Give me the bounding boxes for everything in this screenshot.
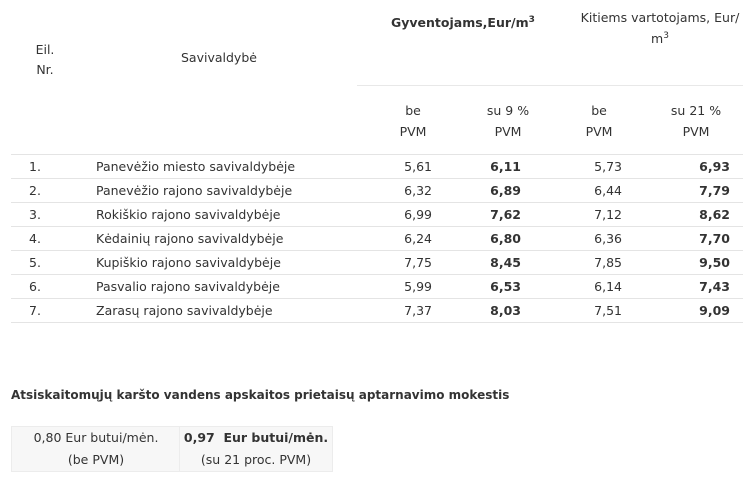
row-others-no-vat: 6,44: [594, 183, 622, 198]
row-others-vat: 7,79: [699, 183, 730, 198]
row-nr: 5.: [29, 255, 41, 270]
fee-no-vat-label: (be PVM): [67, 452, 125, 467]
header-residents: [391, 15, 535, 30]
fee-vat-value: 0,97: [183, 430, 215, 445]
sub-header-4-line1: su 21 %: [670, 103, 722, 118]
row-residents-no-vat: 6,32: [404, 183, 432, 198]
row-municipality: Zarasų rajono savivaldybėje: [96, 303, 273, 318]
row-residents-no-vat: 5,61: [404, 159, 432, 174]
row-others-no-vat: 7,12: [594, 207, 622, 222]
row-municipality: Panevėžio miesto savivaldybėje: [96, 159, 296, 174]
header-nr: [34, 40, 56, 80]
table-row: [11, 274, 743, 298]
row-others-no-vat: 5,73: [594, 159, 622, 174]
header-others-sup: 3: [663, 31, 669, 41]
sub-header-2: [478, 100, 538, 142]
table-row: [11, 154, 743, 178]
row-residents-vat: 8,45: [490, 255, 521, 270]
row-residents-no-vat: 7,37: [404, 303, 432, 318]
row-residents-vat: 6,89: [490, 183, 521, 198]
header-residents-text: Gyventojams,Eur/m: [391, 15, 529, 31]
row-others-vat: 9,50: [699, 255, 730, 270]
fee-no-vat-value: 0,80 Eur butui/mėn.: [33, 430, 159, 445]
sub-header-3-line1: be: [591, 103, 607, 118]
header-nr-line1: Eil.: [35, 42, 55, 57]
row-residents-vat: 6,80: [490, 231, 521, 246]
sub-header-1: [395, 100, 431, 142]
row-others-no-vat: 7,51: [594, 303, 622, 318]
table-row: [11, 298, 743, 323]
row-nr: 3.: [29, 207, 41, 222]
sub-header-3: [581, 100, 617, 142]
row-municipality: Pasvalio rajono savivaldybėje: [96, 279, 280, 294]
row-nr: 6.: [29, 279, 41, 294]
fee-vat-value-line: [180, 427, 332, 449]
row-municipality: Kėdainių rajono savivaldybėje: [96, 231, 284, 246]
table-body: [11, 154, 743, 323]
header-nr-line2: Nr.: [36, 62, 54, 77]
sub-header-2-line1: su 9 %: [486, 103, 530, 118]
fee-vat-label: (su 21 proc. PVM): [200, 452, 312, 467]
row-municipality: Panevėžio rajono savivaldybėje: [96, 183, 293, 198]
header-others-line1: Kitiems vartotojams, Eur/: [580, 10, 740, 25]
row-residents-no-vat: 6,99: [404, 207, 432, 222]
row-residents-vat: 6,53: [490, 279, 521, 294]
sub-header-3-line2: PVM: [585, 124, 613, 139]
sub-header-4-line2: PVM: [682, 124, 710, 139]
header-municipality: Savivaldybė: [181, 50, 257, 65]
row-residents-no-vat: 5,99: [404, 279, 432, 294]
row-others-vat: 7,43: [699, 279, 730, 294]
row-residents-vat: 7,62: [490, 207, 521, 222]
row-residents-no-vat: 6,24: [404, 231, 432, 246]
row-others-no-vat: 7,85: [594, 255, 622, 270]
table-row: [11, 178, 743, 202]
fee-box-vat: [179, 426, 333, 472]
header-others-line2: m: [651, 31, 664, 47]
row-others-vat: 8,62: [699, 207, 730, 222]
header-residents-sup: 3: [528, 15, 535, 25]
header-divider: [357, 85, 743, 86]
fee-box-no-vat: [11, 426, 181, 472]
row-nr: 1.: [29, 159, 41, 174]
sub-header-4: [664, 100, 728, 142]
header-others-line2-wrap: [560, 27, 743, 48]
row-residents-vat: 6,11: [490, 159, 521, 174]
sub-header-1-line2: PVM: [399, 124, 427, 139]
row-others-no-vat: 6,14: [594, 279, 622, 294]
row-others-vat: 6,93: [699, 159, 730, 174]
row-residents-no-vat: 7,75: [404, 255, 432, 270]
table-row: [11, 226, 743, 250]
row-residents-vat: 8,03: [490, 303, 521, 318]
sub-header-1-line1: be: [405, 103, 421, 118]
row-municipality: Rokiškio rajono savivaldybėje: [96, 207, 281, 222]
row-nr: 2.: [29, 183, 41, 198]
row-nr: 4.: [29, 231, 41, 246]
row-others-no-vat: 6,36: [594, 231, 622, 246]
row-others-vat: 7,70: [699, 231, 730, 246]
row-municipality: Kupiškio rajono savivaldybėje: [96, 255, 281, 270]
fee-heading: Atsiskaitomųjų karšto vandens apskaitos prietaisų aptarnavimo mokestis: [11, 388, 510, 402]
sub-header-2-line2: PVM: [494, 124, 522, 139]
row-others-vat: 9,09: [699, 303, 730, 318]
table-row: [11, 250, 743, 274]
fee-vat-unit: Eur butui/mėn.: [223, 430, 329, 445]
header-others: [560, 8, 743, 48]
table-row: [11, 202, 743, 226]
row-nr: 7.: [29, 303, 41, 318]
